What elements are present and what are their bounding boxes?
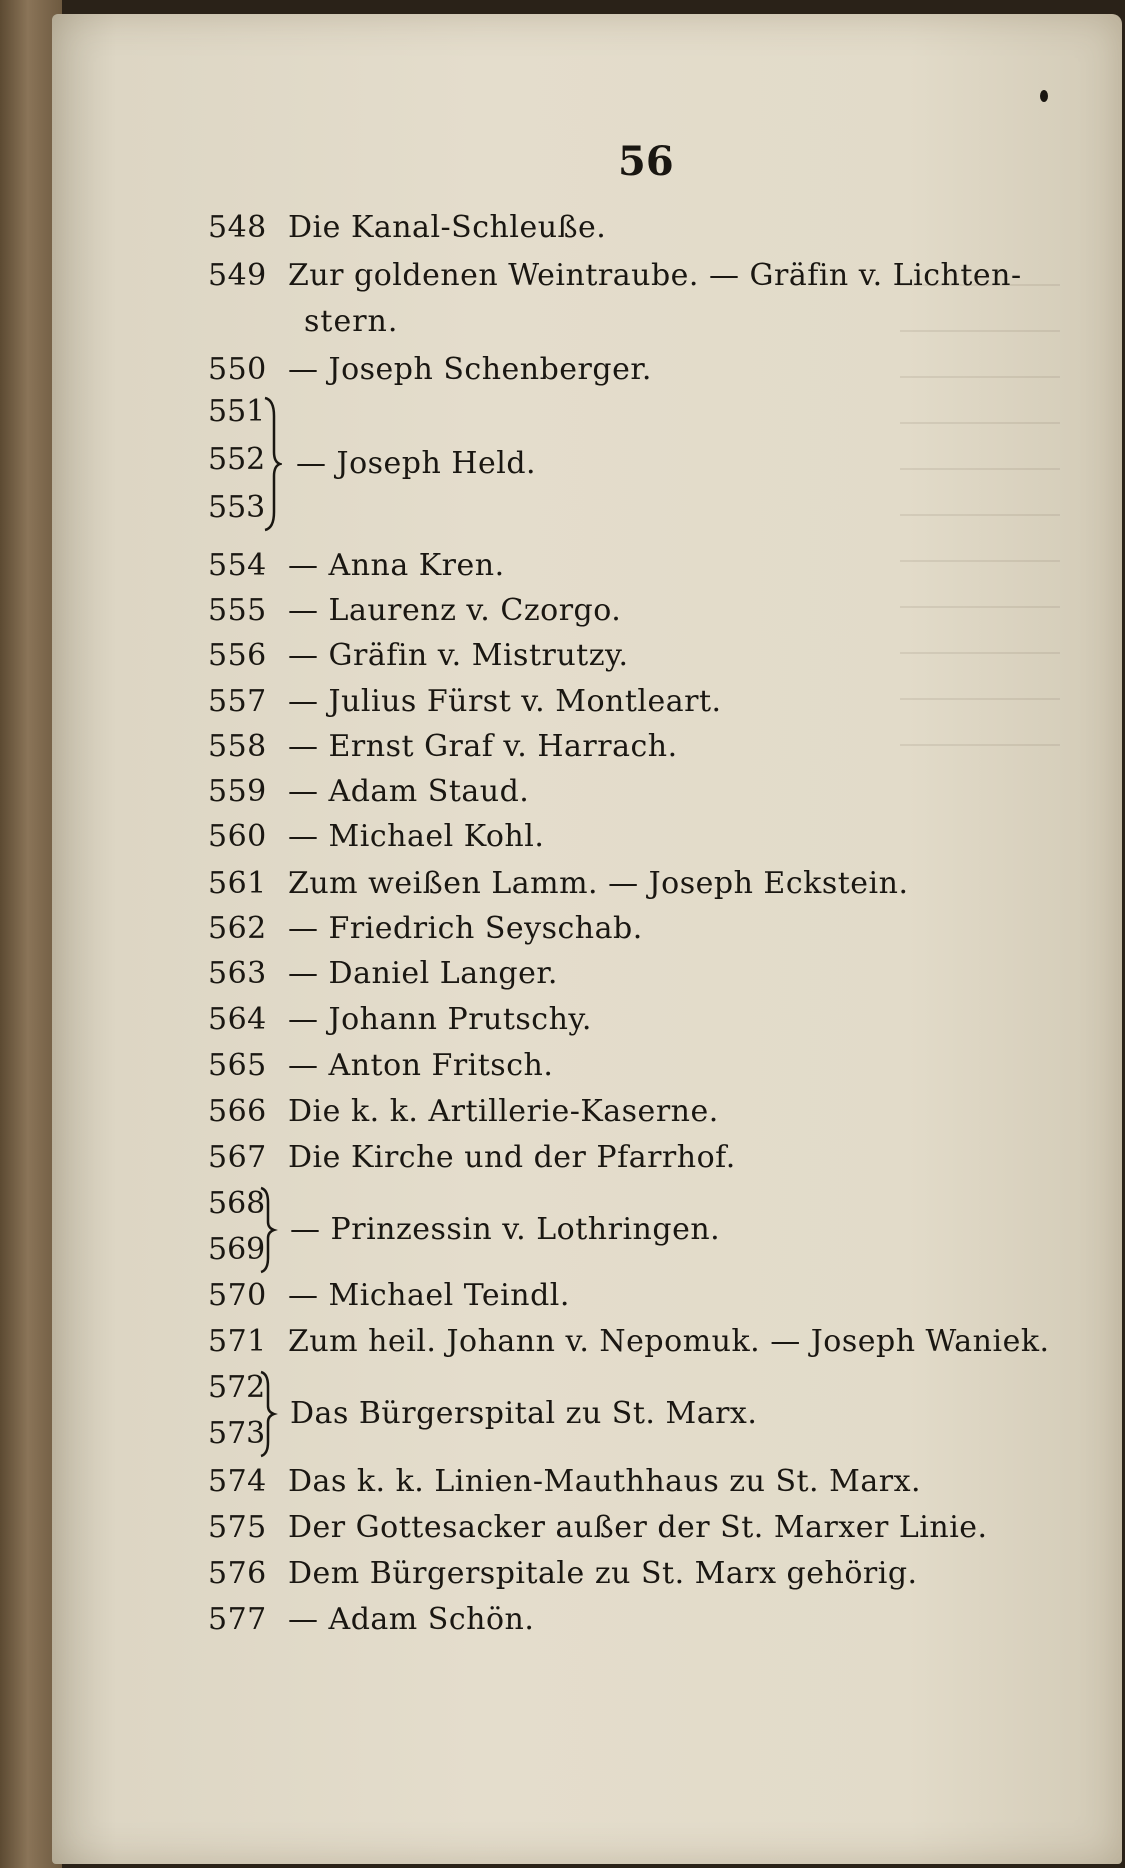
entry-574	[208, 1464, 921, 1499]
entry-565	[208, 1048, 553, 1083]
curly-brace-icon	[258, 1370, 278, 1458]
group-text: Das Bürgerspital zu St. Marx.	[290, 1396, 758, 1431]
entry-576	[208, 1556, 918, 1591]
entry-text: — Friedrich Seyschab.	[288, 911, 643, 946]
entry-556	[208, 638, 629, 673]
entry-number: 559	[208, 774, 267, 809]
entry-number: 550	[208, 352, 267, 387]
entry-number: 570	[208, 1278, 267, 1313]
group-number: 573	[208, 1416, 266, 1451]
entry-number: 564	[208, 1002, 267, 1037]
entry-571	[208, 1324, 1050, 1359]
entry-557	[208, 684, 722, 719]
entry-number: 556	[208, 638, 267, 673]
entry-570	[208, 1278, 570, 1313]
entry-577	[208, 1602, 534, 1637]
entry-text: Zur goldenen Weintraube. — Gräfin v. Lichten-	[288, 258, 1022, 293]
page-number: 56	[618, 138, 674, 185]
entry-number: 560	[208, 819, 267, 854]
group-number: 569	[208, 1232, 266, 1267]
entry-text: — Johann Prutschy.	[288, 1002, 592, 1037]
entry-text: Die Kirche und der Pfarrhof.	[288, 1140, 736, 1175]
entry-number: 567	[208, 1140, 267, 1175]
entry-564	[208, 1002, 592, 1037]
entry-text: Die Kanal-Schleuße.	[288, 210, 607, 245]
entry-558	[208, 729, 678, 764]
entry-561	[208, 866, 908, 901]
entry-text: Zum heil. Johann v. Nepomuk. — Joseph Waniek.	[288, 1324, 1050, 1359]
curly-brace-icon	[262, 396, 282, 532]
entry-number: 561	[208, 866, 267, 901]
entry-text: Die k. k. Artillerie-Kaserne.	[288, 1094, 719, 1129]
entry-text: — Adam Schön.	[288, 1602, 535, 1637]
entry-number: 563	[208, 956, 267, 991]
entry-548	[208, 210, 606, 245]
entry-text: — Laurenz v. Czorgo.	[288, 593, 622, 628]
entry-number: 554	[208, 548, 267, 583]
entry-number: 562	[208, 911, 267, 946]
bleed-through-text	[900, 240, 1060, 1620]
entry-562	[208, 911, 643, 946]
entry-559	[208, 774, 529, 809]
entry-563	[208, 956, 558, 991]
entry-text: Der Gottesacker außer der St. Marxer Linie.	[288, 1510, 988, 1545]
entry-text: — Anton Fritsch.	[288, 1048, 554, 1083]
entry-number: 548	[208, 210, 267, 245]
entry-text: — Daniel Langer.	[288, 956, 558, 991]
group-text: — Prinzessin v. Lothringen.	[290, 1212, 721, 1247]
entry-number: 575	[208, 1510, 267, 1545]
entry-text: — Adam Staud.	[288, 774, 530, 809]
entry-number: 558	[208, 729, 267, 764]
entry-number: 549	[208, 258, 267, 293]
entry-575	[208, 1510, 988, 1545]
entry-number: 576	[208, 1556, 267, 1591]
group-number: 568	[208, 1186, 266, 1221]
entry-text: Dem Bürgerspitale zu St. Marx gehörig.	[288, 1556, 918, 1591]
entry-text: — Ernst Graf v. Harrach.	[288, 729, 678, 764]
entry-text: — Gräfin v. Mistrutzy.	[288, 638, 629, 673]
entry-number: 574	[208, 1464, 267, 1499]
entry-number: 555	[208, 593, 267, 628]
entry-text: — Joseph Schenberger.	[288, 352, 652, 387]
entry-text: — Anna Kren.	[288, 548, 505, 583]
entry-number: 565	[208, 1048, 267, 1083]
entry-text: — Julius Fürst v. Montleart.	[288, 684, 722, 719]
entry-text: Zum weißen Lamm. — Joseph Eckstein.	[288, 866, 909, 901]
group-number: 553	[208, 490, 266, 525]
entry-554	[208, 548, 505, 583]
ink-speck	[1040, 90, 1048, 102]
group-number: 552	[208, 442, 266, 477]
entry-566	[208, 1094, 719, 1129]
entry-number: 577	[208, 1602, 267, 1637]
entry-555	[208, 593, 621, 628]
group-number: 572	[208, 1370, 266, 1405]
entry-560	[208, 819, 544, 854]
entry-550	[208, 352, 652, 387]
entry-text: — Michael Teindl.	[288, 1278, 570, 1313]
entry-549	[208, 258, 1022, 293]
curly-brace-icon	[258, 1186, 278, 1274]
group-number: 551	[208, 394, 266, 429]
entry-number: 557	[208, 684, 267, 719]
group-text: — Joseph Held.	[296, 446, 537, 481]
entry-567	[208, 1140, 736, 1175]
entry-text: Das k. k. Linien-Mauthhaus zu St. Marx.	[288, 1464, 922, 1499]
entry-549-continuation: stern.	[304, 304, 399, 339]
entry-number: 571	[208, 1324, 267, 1359]
entry-text: — Michael Kohl.	[288, 819, 545, 854]
entry-number: 566	[208, 1094, 267, 1129]
